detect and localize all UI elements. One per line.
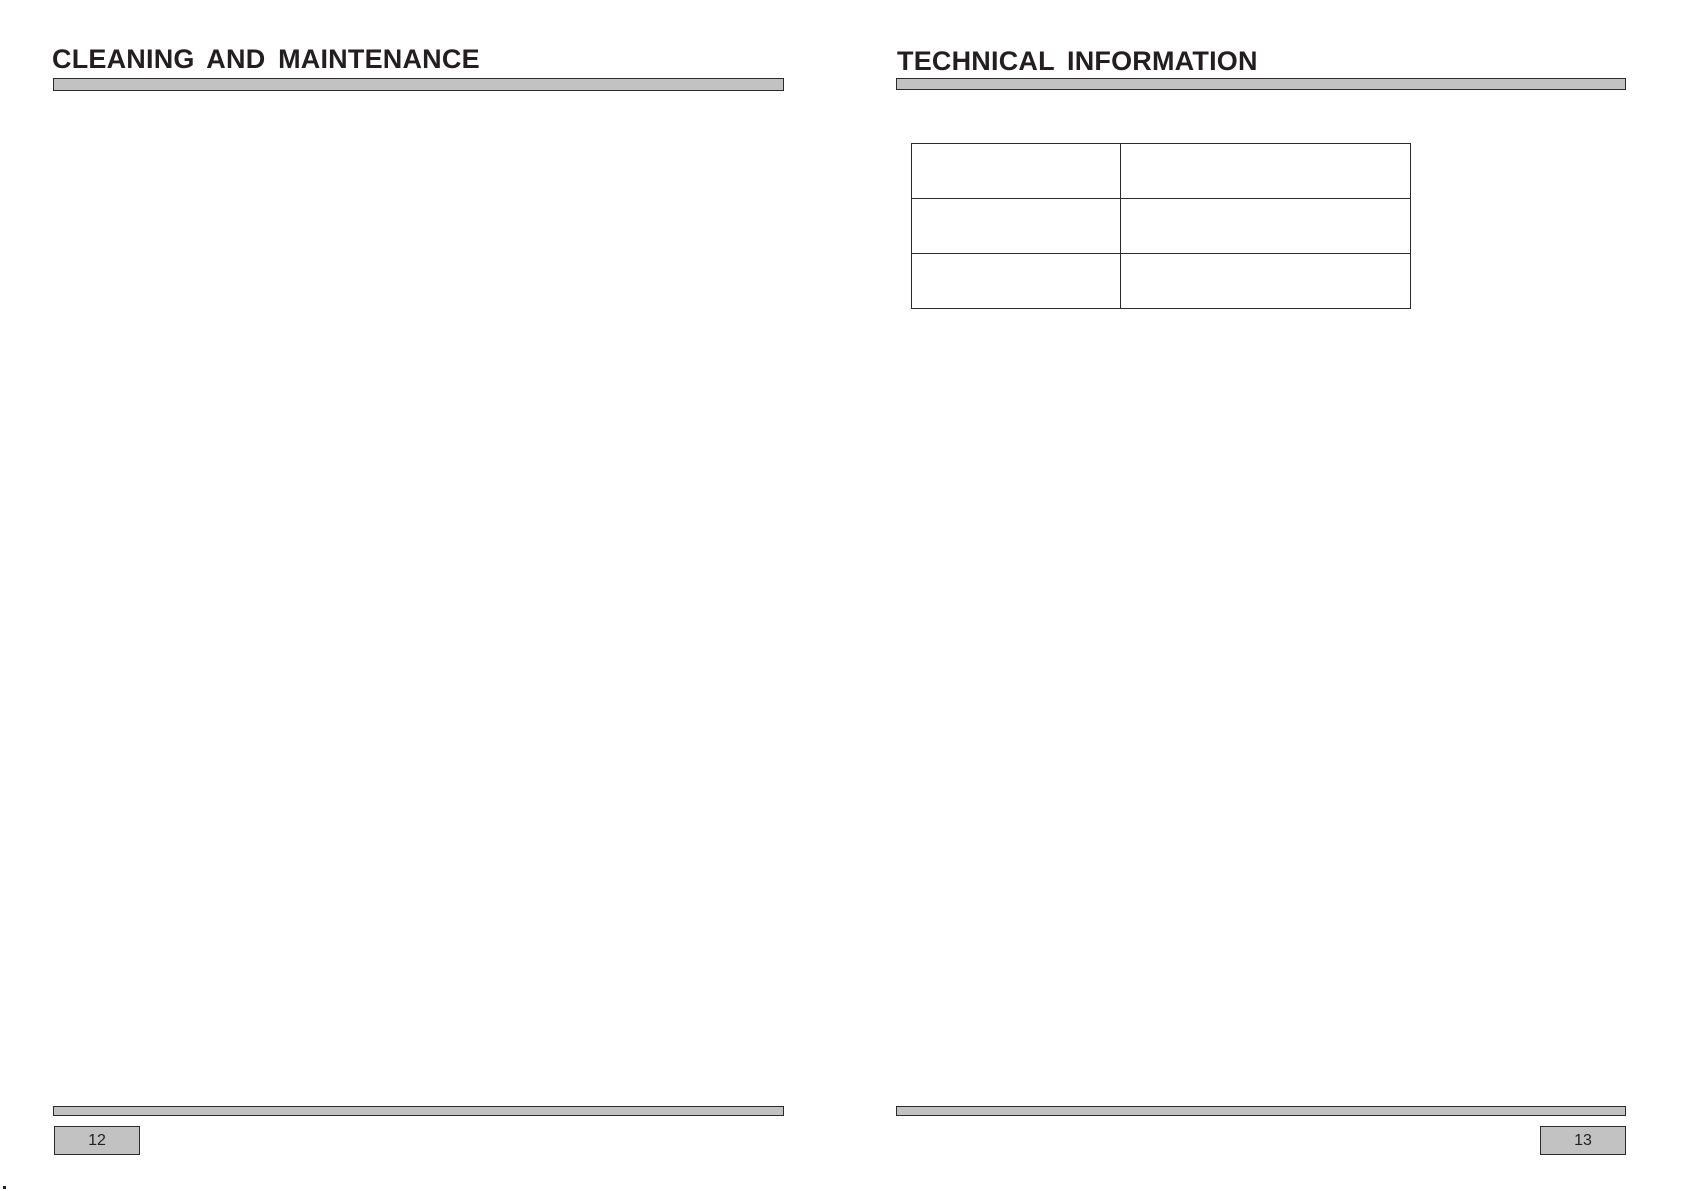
spec-value-cell [1121, 254, 1411, 309]
right-footer-rule [896, 1106, 1626, 1116]
left-page [0, 0, 841, 1191]
crop-mark [3, 1186, 6, 1189]
spec-label-cell [912, 144, 1121, 199]
left-header-rule [53, 78, 784, 91]
left-section-title: CLEANING AND MAINTENANCE [52, 44, 480, 74]
right-section-title: TECHNICAL INFORMATION [897, 46, 1258, 76]
left-page-number: 12 [54, 1126, 140, 1155]
table-row [912, 199, 1411, 254]
technical-spec-table [911, 143, 1411, 309]
table-row [912, 144, 1411, 199]
right-header-rule [896, 78, 1626, 90]
spec-label-cell [912, 199, 1121, 254]
spec-value-cell [1121, 199, 1411, 254]
spec-value-cell [1121, 144, 1411, 199]
spec-label-cell [912, 254, 1121, 309]
table-row [912, 254, 1411, 309]
left-footer-rule [53, 1106, 784, 1116]
right-page-number: 13 [1540, 1126, 1626, 1155]
right-page [841, 0, 1683, 1191]
